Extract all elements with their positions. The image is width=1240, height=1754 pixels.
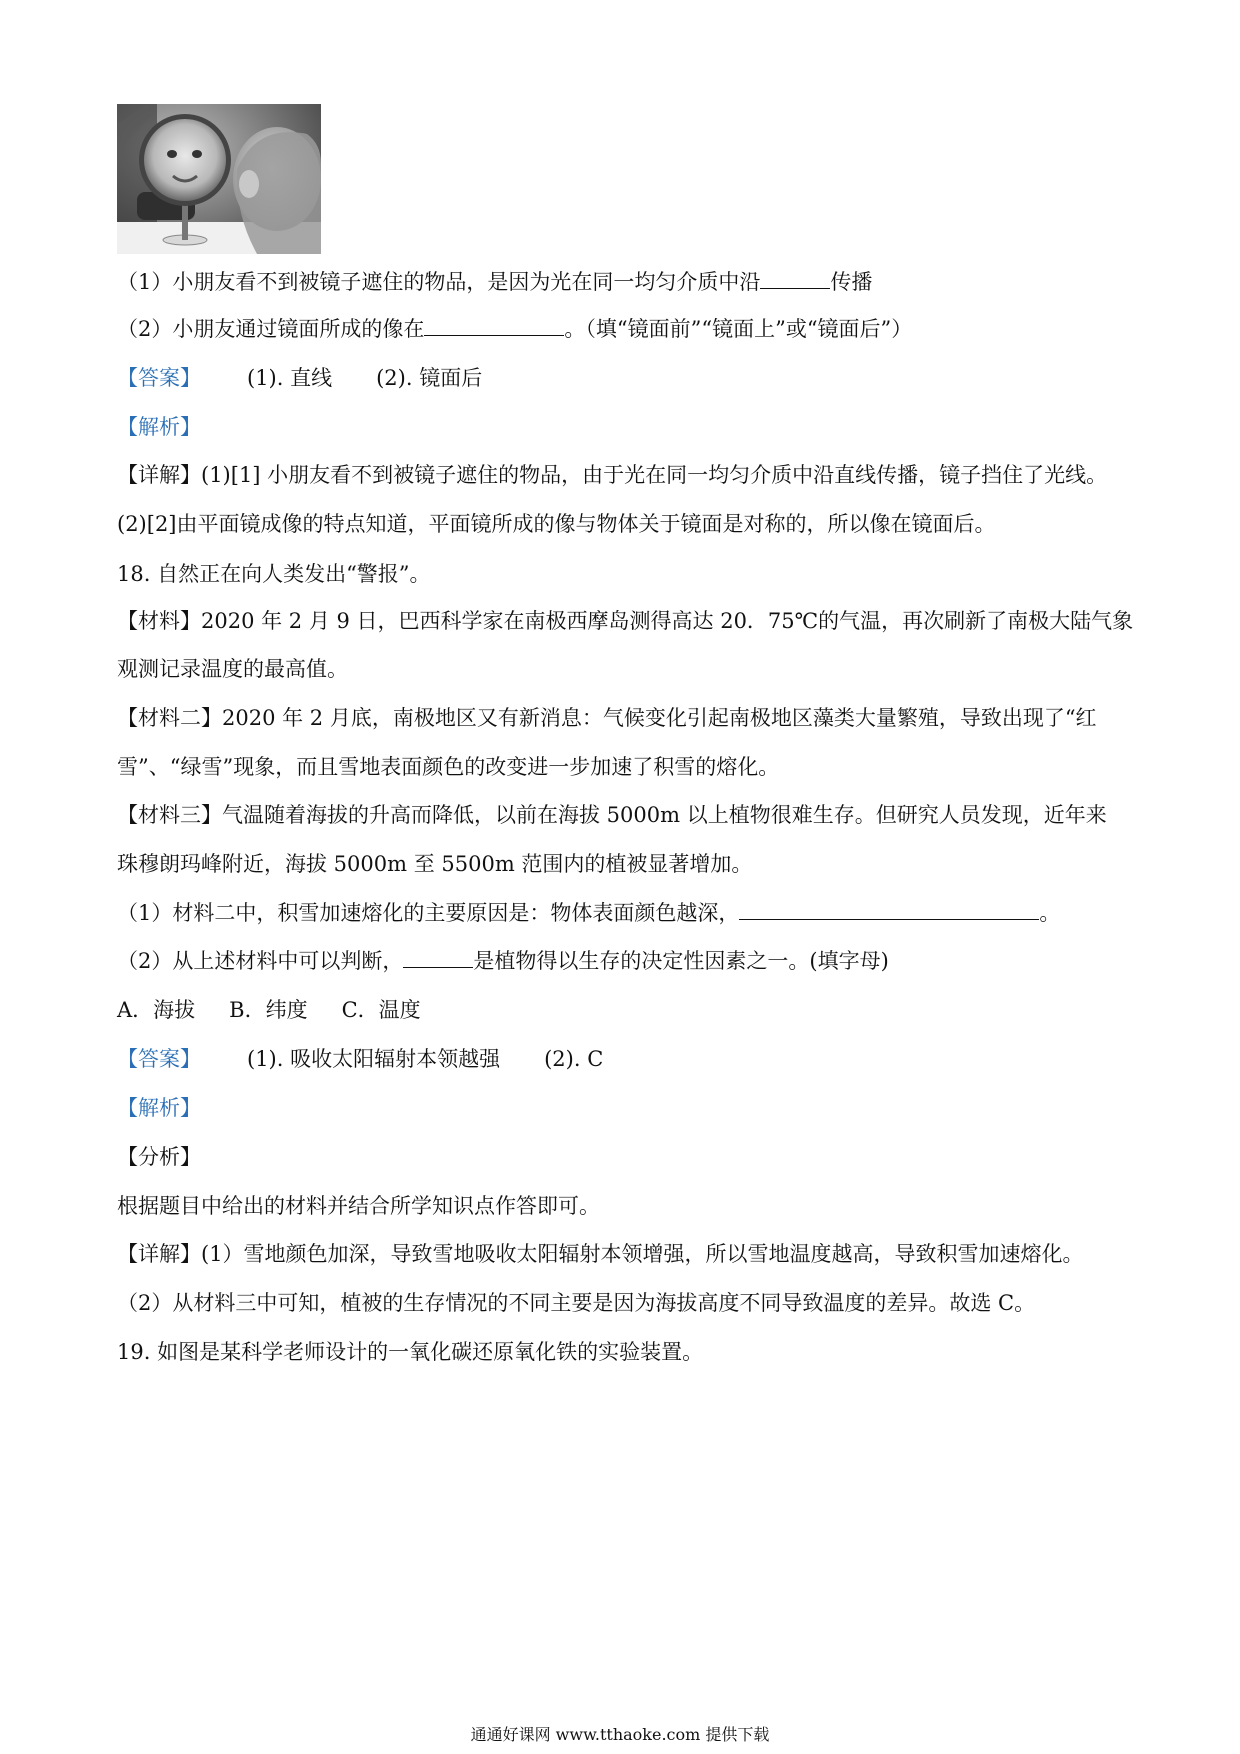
q18-analyze-tag: 【分析】 — [117, 1145, 201, 1169]
question-text: （1）小朋友看不到被镜子遮住的物品，是因为光在同一均匀介质中沿 — [117, 270, 761, 294]
q17-subquestion-1 — [117, 268, 872, 296]
q18-material-2-line-2: 雪”、“绿雪”现象，而且雪地表面颜色的改变进一步加速了积雪的熔化。 — [117, 755, 780, 779]
q18-options — [117, 996, 421, 1024]
question-text: 。 — [1039, 901, 1061, 925]
answer-tag: 【答案】 — [117, 1047, 201, 1071]
q19-title: 19. 如图是某科学老师设计的一氧化碳还原氧化铁的实验装置。 — [117, 1340, 704, 1364]
page-footer: 通通好课网 www.tthaoke.com 提供下载 — [470, 1725, 770, 1744]
q17-detail-1: 【详解】(1)[1] 小朋友看不到被镜子遮住的物品，由于光在同一均匀介质中沿直线传播，镜子挡住了光线。 — [117, 463, 1108, 487]
question-text: （1）材料二中，积雪加速熔化的主要原因是：物体表面颜色越深， — [117, 901, 740, 925]
question-text: 是植物得以生存的决定性因素之一。(填字母) — [473, 949, 889, 973]
answer-1: (1). 吸收太阳辐射本领越强 — [247, 1047, 501, 1071]
option-b: B．纬度 — [229, 998, 308, 1022]
q18-detail-1: 【详解】(1）雪地颜色加深，导致雪地吸收太阳辐射本领增强，所以雪地温度越高，导致积雪加速熔化。 — [117, 1242, 1084, 1266]
q17-analysis-tag: 【解析】 — [117, 415, 201, 439]
q18-material-3-line-2: 珠穆朗玛峰附近，海拔 5000m 至 5500m 范围内的植被显著增加。 — [117, 852, 753, 876]
question-text: （2）小朋友通过镜面所成的像在 — [117, 317, 425, 341]
q18-analyze-text: 根据题目中给出的材料并结合所学知识点作答即可。 — [117, 1194, 600, 1218]
answer-2: (2). C — [544, 1047, 604, 1071]
q18-material-2-line-1: 【材料二】2020 年 2 月底，南极地区又有新消息：气候变化引起南极地区藻类大量繁殖，导致出现了“红 — [117, 706, 1097, 730]
answer-2: (2). 镜面后 — [376, 366, 483, 390]
answer-blank — [760, 270, 830, 289]
answer-tag: 【答案】 — [117, 366, 201, 390]
q17-detail-2: (2)[2]由平面镜成像的特点知道，平面镜所成的像与物体关于镜面是对称的，所以像在镜面后。 — [117, 512, 996, 536]
q18-analysis-tag: 【解析】 — [117, 1096, 201, 1120]
q18-title: 18. 自然正在向人类发出“警报”。 — [117, 562, 431, 586]
mirror-photo — [117, 104, 321, 254]
q18-subquestion-1 — [117, 899, 1060, 927]
answer-1: (1). 直线 — [247, 366, 333, 390]
q17-subquestion-2 — [117, 315, 912, 343]
question-text: 传播 — [830, 270, 873, 294]
q17-answer — [117, 364, 482, 392]
answer-blank — [403, 949, 473, 968]
q18-subquestion-2 — [117, 947, 889, 975]
question-text: （2）从上述材料中可以判断， — [117, 949, 404, 973]
answer-blank — [739, 901, 1039, 920]
q18-material-1-line-1: 【材料】2020 年 2 月 9 日，巴西科学家在南极西摩岛测得高达 20．75℃的气温，再次刷新了南极大陆气象 — [117, 609, 1134, 633]
option-c: C．温度 — [341, 998, 421, 1022]
option-a: A．海拔 — [117, 998, 196, 1022]
question-text: 。（填“镜面前”“镜面上”或“镜面后”） — [564, 317, 913, 341]
q18-detail-2: （2）从材料三中可知，植被的生存情况的不同主要是因为海拔高度不同导致温度的差异。故选 C。 — [117, 1291, 1036, 1315]
answer-blank — [424, 317, 564, 336]
q18-answer — [117, 1045, 603, 1073]
q18-material-1-line-2: 观测记录温度的最高值。 — [117, 657, 348, 681]
q18-material-3-line-1: 【材料三】气温随着海拔的升高而降低，以前在海拔 5000m 以上植物很难生存。但研究人员发现，近年来 — [117, 803, 1107, 827]
